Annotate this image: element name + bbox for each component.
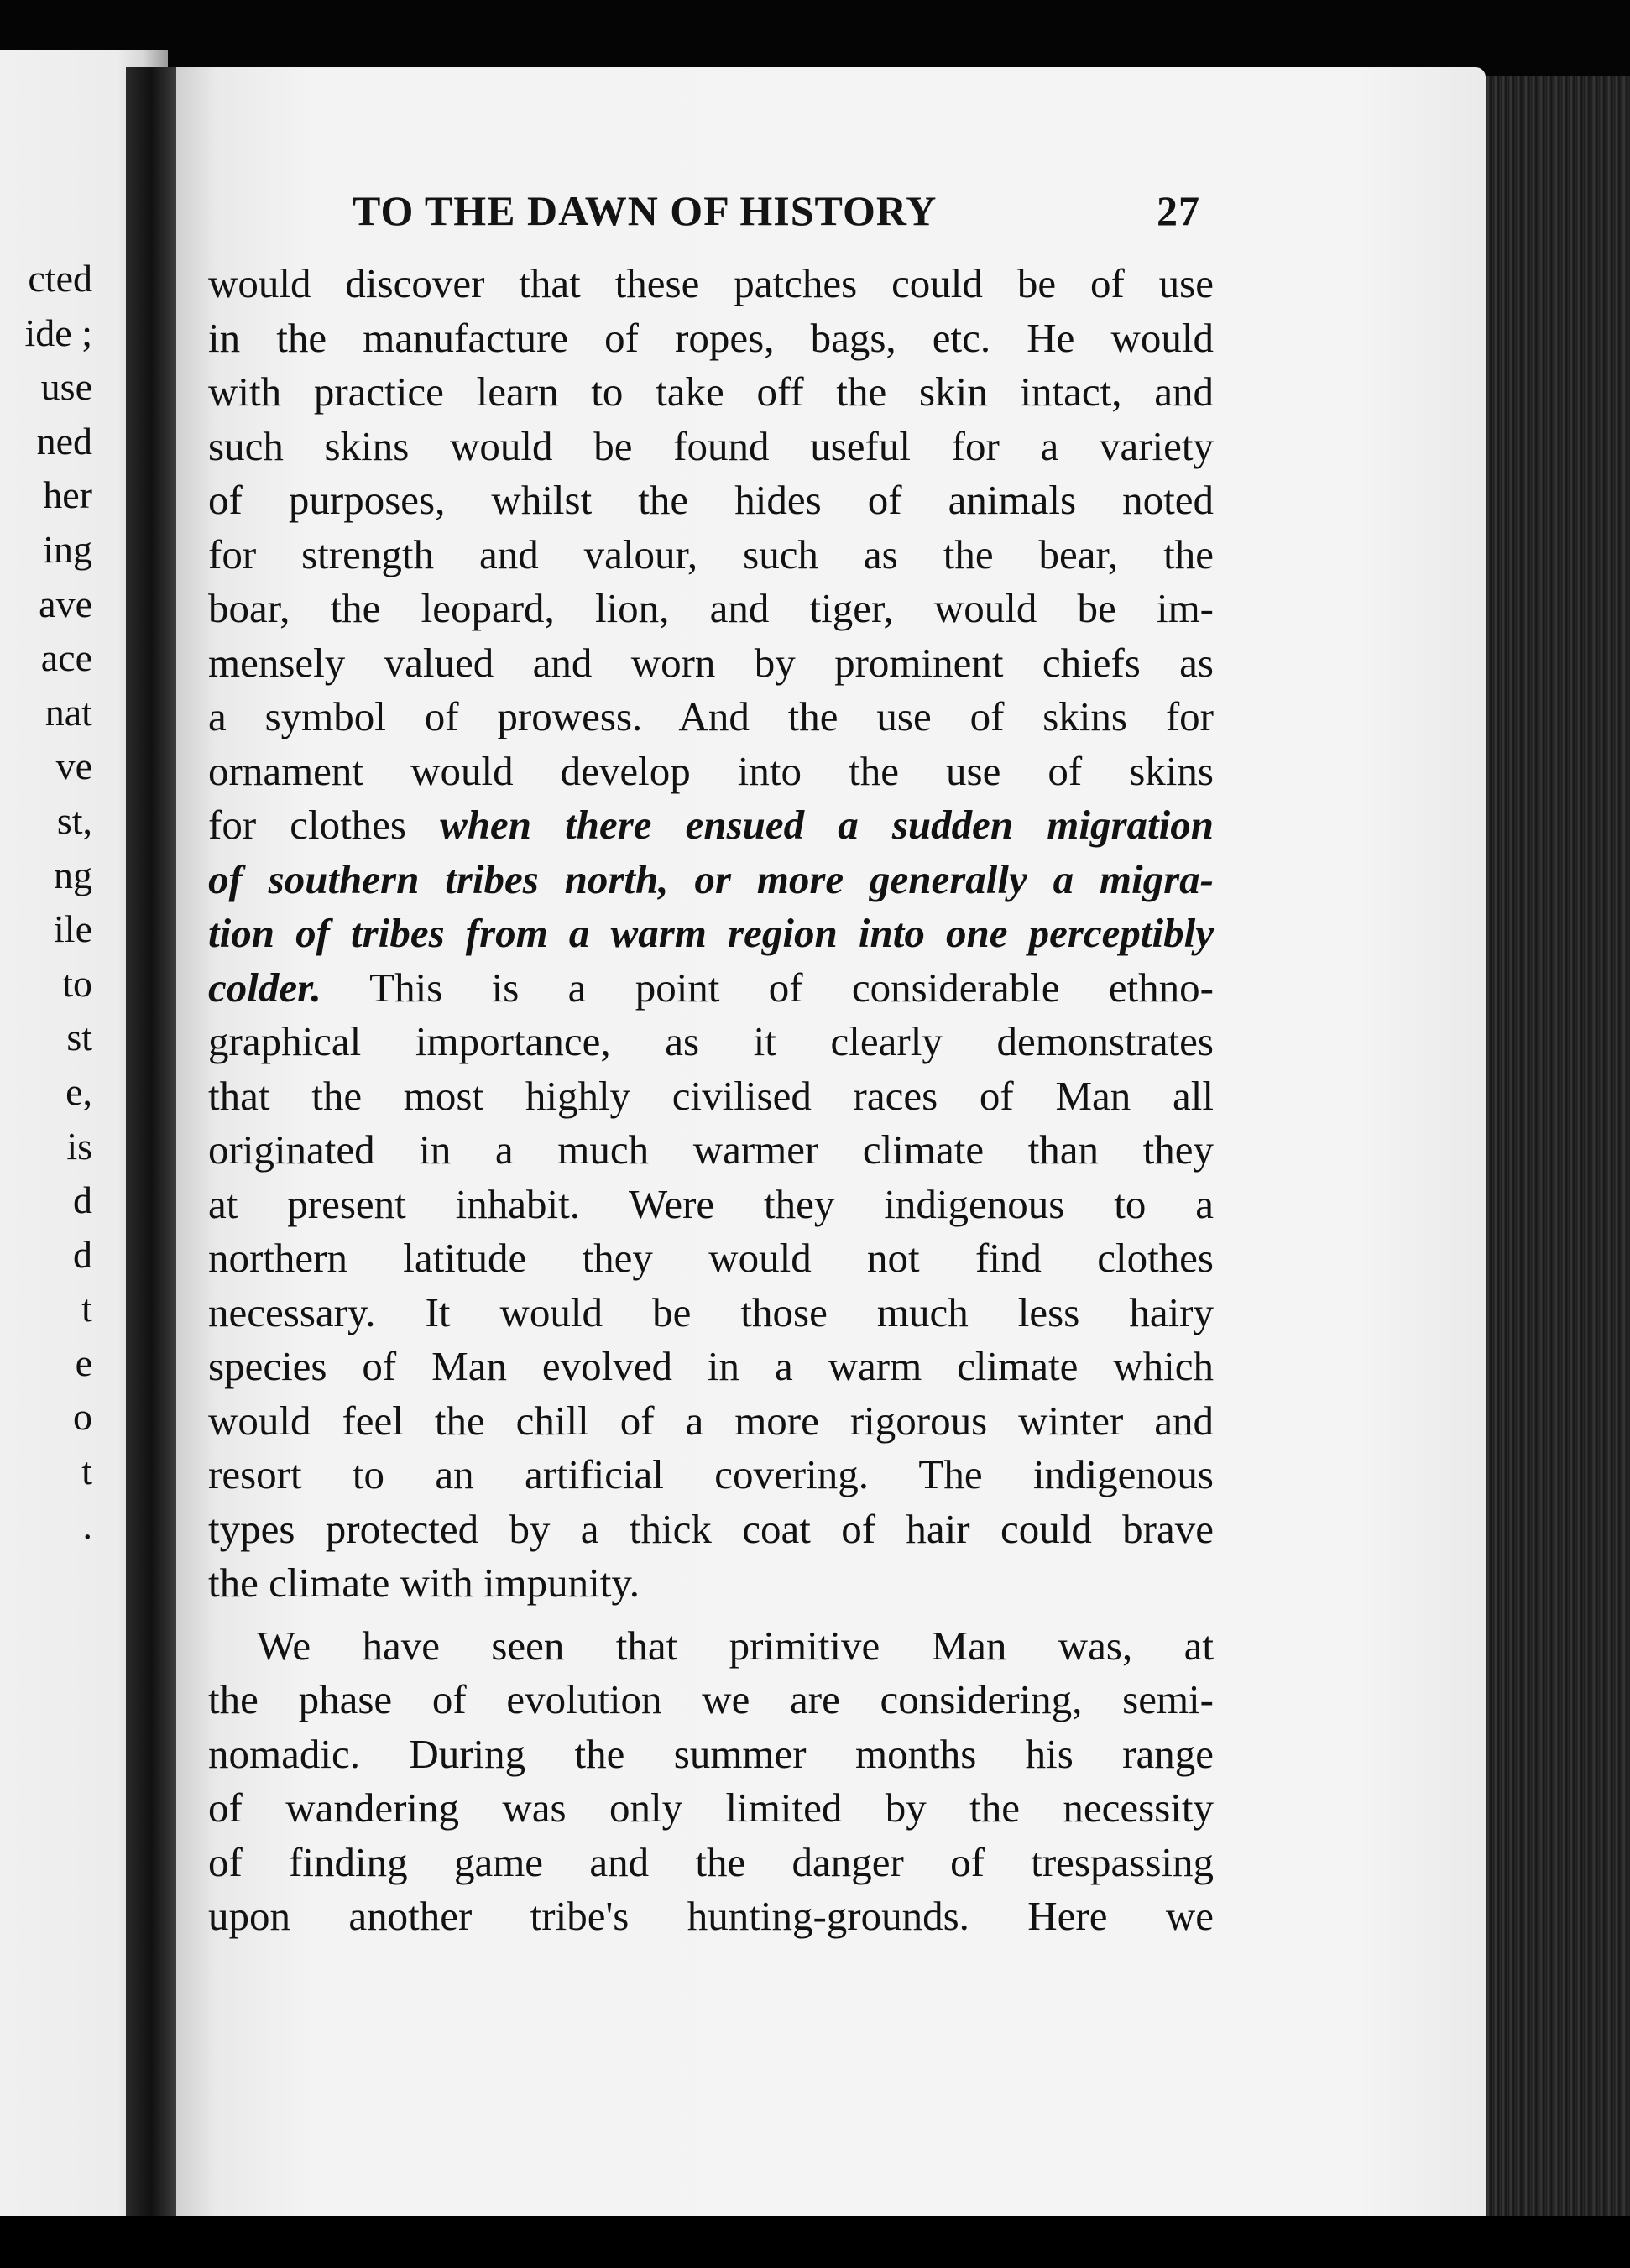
facing-page-fragment: st,	[56, 798, 92, 842]
facing-page-fragment: is	[66, 1124, 92, 1168]
page-number: 27	[1157, 187, 1200, 234]
body-text	[208, 257, 1214, 1944]
text-line: of finding game and the danger of trespassing	[208, 1838, 1214, 1885]
facing-page-fragment: ide ;	[24, 311, 92, 354]
facing-page-fragment: ng	[54, 853, 92, 896]
facing-page-fragment: to	[62, 961, 92, 1005]
paragraph	[208, 257, 1214, 1611]
text-line: ornament would develop into the use of skins	[208, 747, 1214, 794]
paragraph	[208, 1619, 1214, 1944]
text-line	[208, 961, 1214, 1016]
facing-page-fragment: o	[73, 1395, 92, 1439]
running-title: TO THE DAWN OF HISTORY	[353, 187, 938, 234]
facing-page-fragment: t	[81, 1287, 92, 1330]
facing-page-fragment: ve	[55, 745, 92, 788]
text-line: mensely valued and worn by prominent chiefs as	[208, 639, 1214, 686]
text-line: necessary. It would be those much less hairy	[208, 1288, 1214, 1335]
facing-page-fragment: her	[43, 473, 92, 517]
scan-border	[0, 2216, 1630, 2268]
facing-page-fragment: e,	[65, 1069, 92, 1113]
facing-page-fragment: ing	[43, 527, 92, 571]
text-line: graphical importance, as it clearly demonstrates	[208, 1018, 1214, 1064]
text-run: This is a point of considerable ethno-	[321, 964, 1214, 1011]
text-line: types protected by a thick coat of hair could brave	[208, 1505, 1214, 1552]
text-line: the climate with impunity.	[208, 1560, 640, 1606]
facing-page-fragment: cted	[28, 257, 92, 300]
text-line: at present inhabit. Were they indigenous to a	[208, 1180, 1214, 1227]
italic-run: when there ensued a sudden migration	[440, 802, 1215, 848]
facing-page-fragment: ace	[40, 636, 92, 680]
facing-page-fragment: st	[66, 1016, 92, 1059]
text-line: nomadic. During the summer months his range	[208, 1730, 1214, 1777]
text-line: northern latitude they would not find clothes	[208, 1235, 1214, 1281]
italic-run: of southern tribes north, or more generally a migra-	[208, 855, 1214, 902]
text-line	[208, 798, 1214, 853]
text-line: in the manufacture of ropes, bags, etc. He would	[208, 314, 1214, 361]
page-edges	[1486, 76, 1630, 2224]
facing-page-fragment: ned	[36, 419, 92, 462]
text-line: of purposes, whilst the hides of animals noted	[208, 477, 1214, 523]
text-line: of wandering was only limited by the necessity	[208, 1785, 1214, 1831]
text-line: a symbol of prowess. And the use of skins for	[208, 693, 1214, 739]
facing-page-fragment: ave	[39, 582, 92, 625]
paragraph-gap	[208, 1611, 1214, 1619]
facing-page-text	[0, 252, 92, 1553]
text-line: such skins would be found useful for a variety	[208, 422, 1214, 469]
facing-page-fragment: ile	[54, 907, 92, 951]
text-line	[208, 853, 1214, 907]
text-line: upon another tribe's hunting-grounds. Here we	[208, 1893, 1214, 1939]
italic-run: colder.	[208, 964, 321, 1011]
text-line: resort to an artificial covering. The indigenous	[208, 1451, 1214, 1497]
text-line: boar, the leopard, lion, and tiger, would be im-	[208, 585, 1214, 631]
facing-page-fragment: use	[40, 365, 92, 409]
text-line: for strength and valour, such as the bear, the	[208, 530, 1214, 577]
facing-page-fragment: d	[73, 1232, 92, 1276]
running-head	[353, 186, 1200, 240]
text-line: with practice learn to take off the skin intact, and	[208, 368, 1214, 415]
facing-page-fragment: nat	[44, 690, 92, 734]
facing-page-fragment: t	[81, 1450, 92, 1493]
text-line: that the most highly civilised races of Man all	[208, 1072, 1214, 1119]
text-line: would feel the chill of a more rigorous winter and	[208, 1397, 1214, 1444]
text-line: We have seen that primitive Man was, at	[257, 1622, 1214, 1669]
facing-page-fragment: d	[73, 1178, 92, 1222]
book-gutter	[126, 67, 176, 2216]
text-line: the phase of evolution we are considering, semi-	[208, 1676, 1214, 1722]
italic-run: tion of tribes from a warm region into one perceptibly	[208, 910, 1214, 956]
facing-page-fragment: .	[82, 1503, 92, 1547]
text-run: for clothes	[208, 802, 441, 848]
facing-page-fragment: e	[75, 1340, 92, 1384]
text-line: would discover that these patches could be of use	[208, 260, 1214, 306]
text-line	[208, 907, 1214, 961]
text-line: species of Man evolved in a warm climate which	[208, 1343, 1214, 1389]
text-line: originated in a much warmer climate than they	[208, 1126, 1214, 1173]
